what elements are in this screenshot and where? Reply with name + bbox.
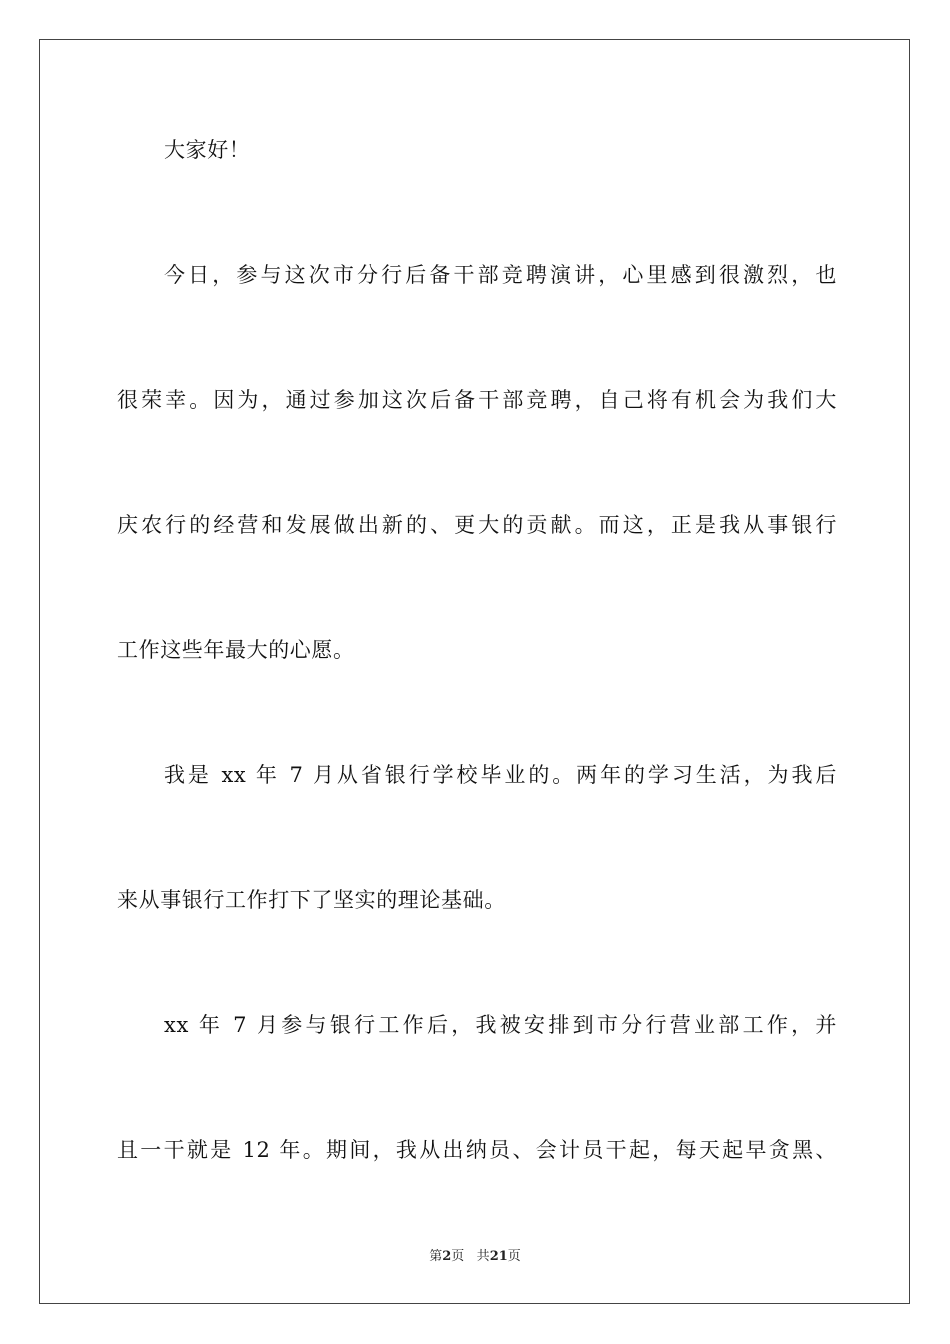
paragraph-1-line-2: 很荣幸。因为，通过参加这次后备干部竞聘，自己将有机会为我们大 [117, 388, 837, 412]
paragraph-3-line-2: 且一干就是 12 年。期间，我从出纳员、会计员干起，每天起早贪黑、 [117, 1138, 837, 1162]
footer-total-suffix: 页 [507, 1249, 521, 1264]
paragraph-1-line-4: 工作这些年最大的心愿。 [117, 638, 355, 662]
footer-page-suffix: 页 [451, 1249, 465, 1264]
footer-total-prefix: 共 [476, 1249, 490, 1264]
footer-page-prefix: 第 [429, 1249, 443, 1264]
paragraph-2-line-1: 我是 xx 年 7 月从省银行学校毕业的。两年的学习生活，为我后 [164, 763, 837, 787]
greeting-line: 大家好！ [164, 138, 251, 162]
paragraph-1-line-3: 庆农行的经营和发展做出新的、更大的贡献。而这，正是我从事银行 [117, 513, 837, 537]
footer-page-number: 2 [442, 1249, 452, 1264]
paragraph-3-line-1: xx 年 7 月参与银行工作后，我被安排到市分行营业部工作，并 [164, 1013, 837, 1037]
footer-total-pages: 21 [489, 1249, 508, 1264]
page-footer [0, 1248, 950, 1266]
paragraph-1-line-1: 今日，参与这次市分行后备干部竞聘演讲，心里感到很激烈，也 [164, 263, 837, 287]
paragraph-2-line-2: 来从事银行工作打下了坚实的理论基础。 [117, 888, 506, 912]
page-frame [39, 39, 910, 1304]
